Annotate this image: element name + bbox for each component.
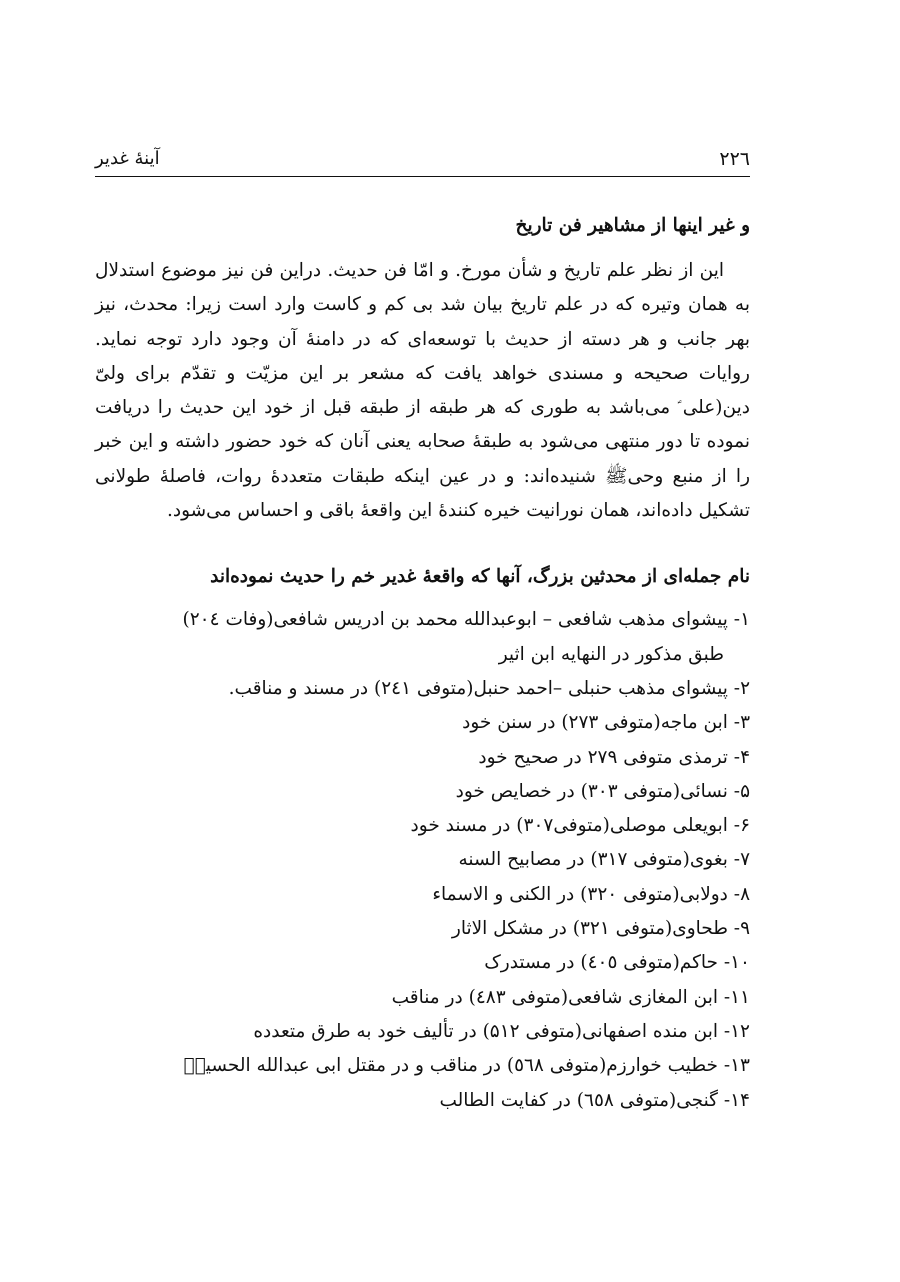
book-page xyxy=(95,140,750,1118)
paragraph-line: دارد توجه نماید. روایات صحیحه و مسندی خواهد یافت که مشعر بر این مزیّت xyxy=(95,328,750,384)
running-header xyxy=(95,140,750,177)
page-number: ۲۲٦ xyxy=(719,148,750,170)
list-item xyxy=(95,1049,750,1083)
section-heading-narrators: نام جمله‌ای از محدثین بزرگ، آنها که واقعۀ غدیر خم را حدیث نموده‌اند xyxy=(210,566,750,588)
list-item-text: ۱۰- حاکم(متوفی ٤٠٥) در مستدرک xyxy=(484,952,750,974)
list-item xyxy=(95,912,750,946)
list-item-continuation: طبق مذکور در النهایه ابن اثیر xyxy=(498,643,724,665)
list-item-text: ۶- ابویعلی موصلی(متوفی۳۰۷) در مسند خود xyxy=(410,815,750,837)
list-item-text: ۱۳- خطیب خوارزم(متوفی ٥٦٨) در مناقب و در مقتل ابی عبدالله الحسینؑ xyxy=(183,1055,750,1077)
list-item xyxy=(95,843,750,877)
list-item xyxy=(95,878,750,912)
paragraph-line: و تقدّم برای ولیّ دین(علی ؑ می‌باشد به طوری که هر طبقه از طبقه قبل از خود xyxy=(95,362,750,419)
list-item-text: ۱۲- ابن منده اصفهانی(متوفی ۵۱۲) در تألیف خود به طرق متعدده xyxy=(253,1020,750,1042)
list-item xyxy=(95,1084,750,1118)
list-item xyxy=(95,946,750,980)
book-title: آینۀ غدیر xyxy=(95,148,160,169)
paragraph-line: استدلال به همان وتیره که در علم تاریخ بیان شد بی کم و کاست وارد است زیرا: xyxy=(95,260,750,316)
list-item-text: ۱- پیشوای مذهب شافعی – ابوعبدالله محمد بن ادریس شافعی(وفات ٢٠٤) xyxy=(182,609,750,631)
paragraph-line: خود حضور داشته و این خبر را از منبع وحیﷺ شنیده‌اند: و در عین اینکه xyxy=(95,431,751,487)
paragraph-line: محدث، نیز بهر جانب و هر دسته از حدیث با توسعه‌ای که در دامنۀ آن وجود xyxy=(95,294,750,350)
list-item-text: ۱۴- گنجی(متوفی ٦٥٨) در کفایت الطالب xyxy=(439,1089,750,1111)
list-item xyxy=(95,809,750,843)
paragraph-line: این حدیث را دریافت نموده تا دور منتهی می‌شود به طبقۀ صحابه یعنی آنان که xyxy=(95,397,750,453)
paragraph-line: طبقات متعددۀ روات، فاصلۀ طولانی تشکیل داده‌اند، همان نورانیت خیره کنندۀ xyxy=(95,465,750,522)
narrators-list xyxy=(95,603,750,1117)
list-item-text: ۴- ترمذی متوفی ۲۷۹ در صحیح خود xyxy=(478,746,750,768)
list-item-text: ۹- طحاوی(متوفی ۳۲۱) در مشکل الاثار xyxy=(451,918,750,940)
list-item xyxy=(95,603,750,672)
list-item xyxy=(95,741,750,775)
paragraph-line: این واقعۀ باقی و احساس می‌شود. xyxy=(166,500,433,522)
list-item xyxy=(95,775,750,809)
list-item-text: ۳- ابن ماجه(متوفی ۲۷۳) در سنن خود xyxy=(462,712,750,734)
list-item-text: ۲- پیشوای مذهب حنبلی –احمد حنبل(متوفی ٢٤١) در مسند و مناقب. xyxy=(228,677,750,699)
list-item-text: ۷- بغوی(متوفی ۳۱۷) در مصابیح السنه xyxy=(458,849,750,871)
section-heading-history: و غیر اینها از مشاهیر فن تاریخ xyxy=(515,215,750,236)
list-item-text: ۸- دولابی(متوفی ۳۲۰) در الکنی و الاسماء xyxy=(432,883,750,905)
list-item xyxy=(95,706,750,740)
list-item xyxy=(95,672,750,706)
paragraph-line: این از نظر علم تاریخ و شأن مورخ. و امّا فن حدیث. دراین فن نیز موضوع xyxy=(161,260,724,281)
body-paragraph xyxy=(95,254,750,528)
list-item xyxy=(95,981,750,1015)
list-item-text: ۱۱- ابن المغازی شافعی(متوفی ٤٨٣) در مناقب xyxy=(391,986,750,1008)
list-item-text: ۵- نسائی(متوفی ۳۰۳) در خصایص خود xyxy=(455,780,750,802)
list-item xyxy=(95,1015,750,1049)
